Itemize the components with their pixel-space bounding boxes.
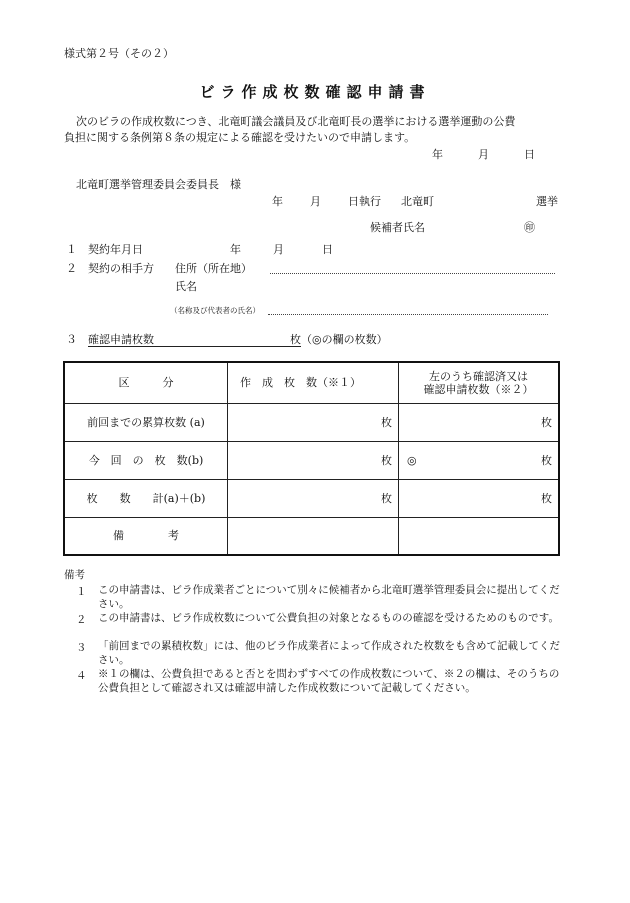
table-header-row [64, 362, 559, 403]
table-row [64, 479, 559, 517]
unit-label: 枚 [541, 491, 552, 505]
unit-label: 枚 [381, 453, 392, 467]
election-year: 年 [272, 195, 283, 208]
candidate-label: 候補者氏名 [370, 221, 425, 234]
election-town: 北竜町 [401, 195, 434, 208]
item1-number: １ [66, 243, 77, 256]
row-current-created[interactable] [228, 441, 399, 479]
row-remarks-created[interactable] [228, 517, 399, 555]
row-previous-created[interactable] [228, 403, 399, 441]
page-title: ビラ作成枚数確認申請書 [199, 83, 431, 101]
notes-title: 備考 [64, 569, 85, 581]
item1-label: 契約年月日 [88, 243, 143, 256]
date-month: 月 [478, 148, 489, 161]
header-confirmed-count [399, 362, 560, 403]
addressee: 北竜町選挙管理委員会委員長 様 [76, 178, 241, 191]
item1-year: 年 [230, 243, 241, 256]
row-total-confirmed[interactable] [399, 479, 560, 517]
seal-mark: ㊞ [524, 221, 535, 234]
item2-rep-label: （名称及び代表者の氏名） [170, 306, 260, 315]
note-text: この申請書は、ビラ作成業者ごとについて別々に候補者から北竜町選挙管理委員会に提出してください。 [98, 584, 560, 610]
date-year: 年 [432, 148, 443, 161]
date-day: 日 [524, 148, 535, 161]
item3-underline [88, 346, 301, 347]
note-number: １ [76, 586, 87, 598]
election-month: 月 [310, 195, 321, 208]
note-text: ※１の欄は、公費負担であると否とを問わずすべての作成枚数について、※２の欄は、そのうちの公費負担として確認され又は確認申請した作成枚数について記載してください。 [98, 668, 560, 694]
note-number: ２ [76, 614, 87, 626]
header-confirmed-line1: 左のうち確認済又は [429, 369, 528, 383]
intro-line-2: 負担に関する条例第８条の規定による確認を受けたいので申請します。 [64, 131, 416, 144]
table-row [64, 517, 559, 555]
item2-number: ２ [66, 262, 77, 275]
unit-label: 枚 [381, 415, 392, 429]
header-created-count: 作 成 枚 数（※１） [228, 362, 399, 403]
note-text: 「前回までの累積枚数」には、他のビラ作成業者によって作成された枚数をも含めて記載してください。 [98, 640, 560, 666]
note-number: ３ [76, 642, 87, 654]
row-previous-confirmed[interactable] [399, 403, 560, 441]
item2-address-label: 住所（所在地） [175, 262, 252, 275]
note-text: この申請書は、ビラ作成枚数について公費負担の対象となるものの確認を受けるためのものです。 [98, 612, 559, 624]
item2-name-label: 氏名 [175, 280, 197, 293]
name-field-line [268, 314, 548, 315]
row-total-created[interactable] [228, 479, 399, 517]
unit-label: 枚 [541, 453, 552, 467]
address-field-line [270, 273, 555, 274]
unit-label: 枚 [381, 491, 392, 505]
row-previous-label: 前回までの累算枚数 (a) [64, 403, 228, 441]
table-row [64, 403, 559, 441]
row-current-label: 今 回 の 枚 数(b) [64, 441, 228, 479]
double-circle-mark: ◎ [407, 453, 417, 467]
item3-unit: 枚（◎の欄の枚数） [290, 333, 388, 346]
item2-label: 契約の相手方 [88, 262, 154, 275]
item1-day: 日 [322, 243, 333, 256]
election-kind: 選挙 [536, 195, 558, 208]
item3-number: ３ [66, 333, 77, 346]
form-number: 様式第２号（その２） [64, 47, 174, 60]
table-row [64, 441, 559, 479]
item3-label: 確認申請枚数 [88, 333, 154, 346]
row-total-label: 枚 数 計(a)＋(b) [64, 479, 228, 517]
election-day-exec: 日執行 [348, 195, 381, 208]
item1-month: 月 [273, 243, 284, 256]
row-remarks-label: 備 考 [64, 517, 228, 555]
note-number: ４ [76, 670, 87, 682]
header-category: 区 分 [64, 362, 228, 403]
row-current-confirmed[interactable] [399, 441, 560, 479]
row-remarks-confirmed[interactable] [399, 517, 560, 555]
intro-line-1: 次のビラの作成枚数につき、北竜町議会議員及び北竜町長の選挙における選挙運動の公費 [76, 115, 516, 128]
header-confirmed-line2: 確認申請枚数（※２） [423, 382, 534, 396]
sheet-count-table [63, 361, 560, 556]
unit-label: 枚 [541, 415, 552, 429]
